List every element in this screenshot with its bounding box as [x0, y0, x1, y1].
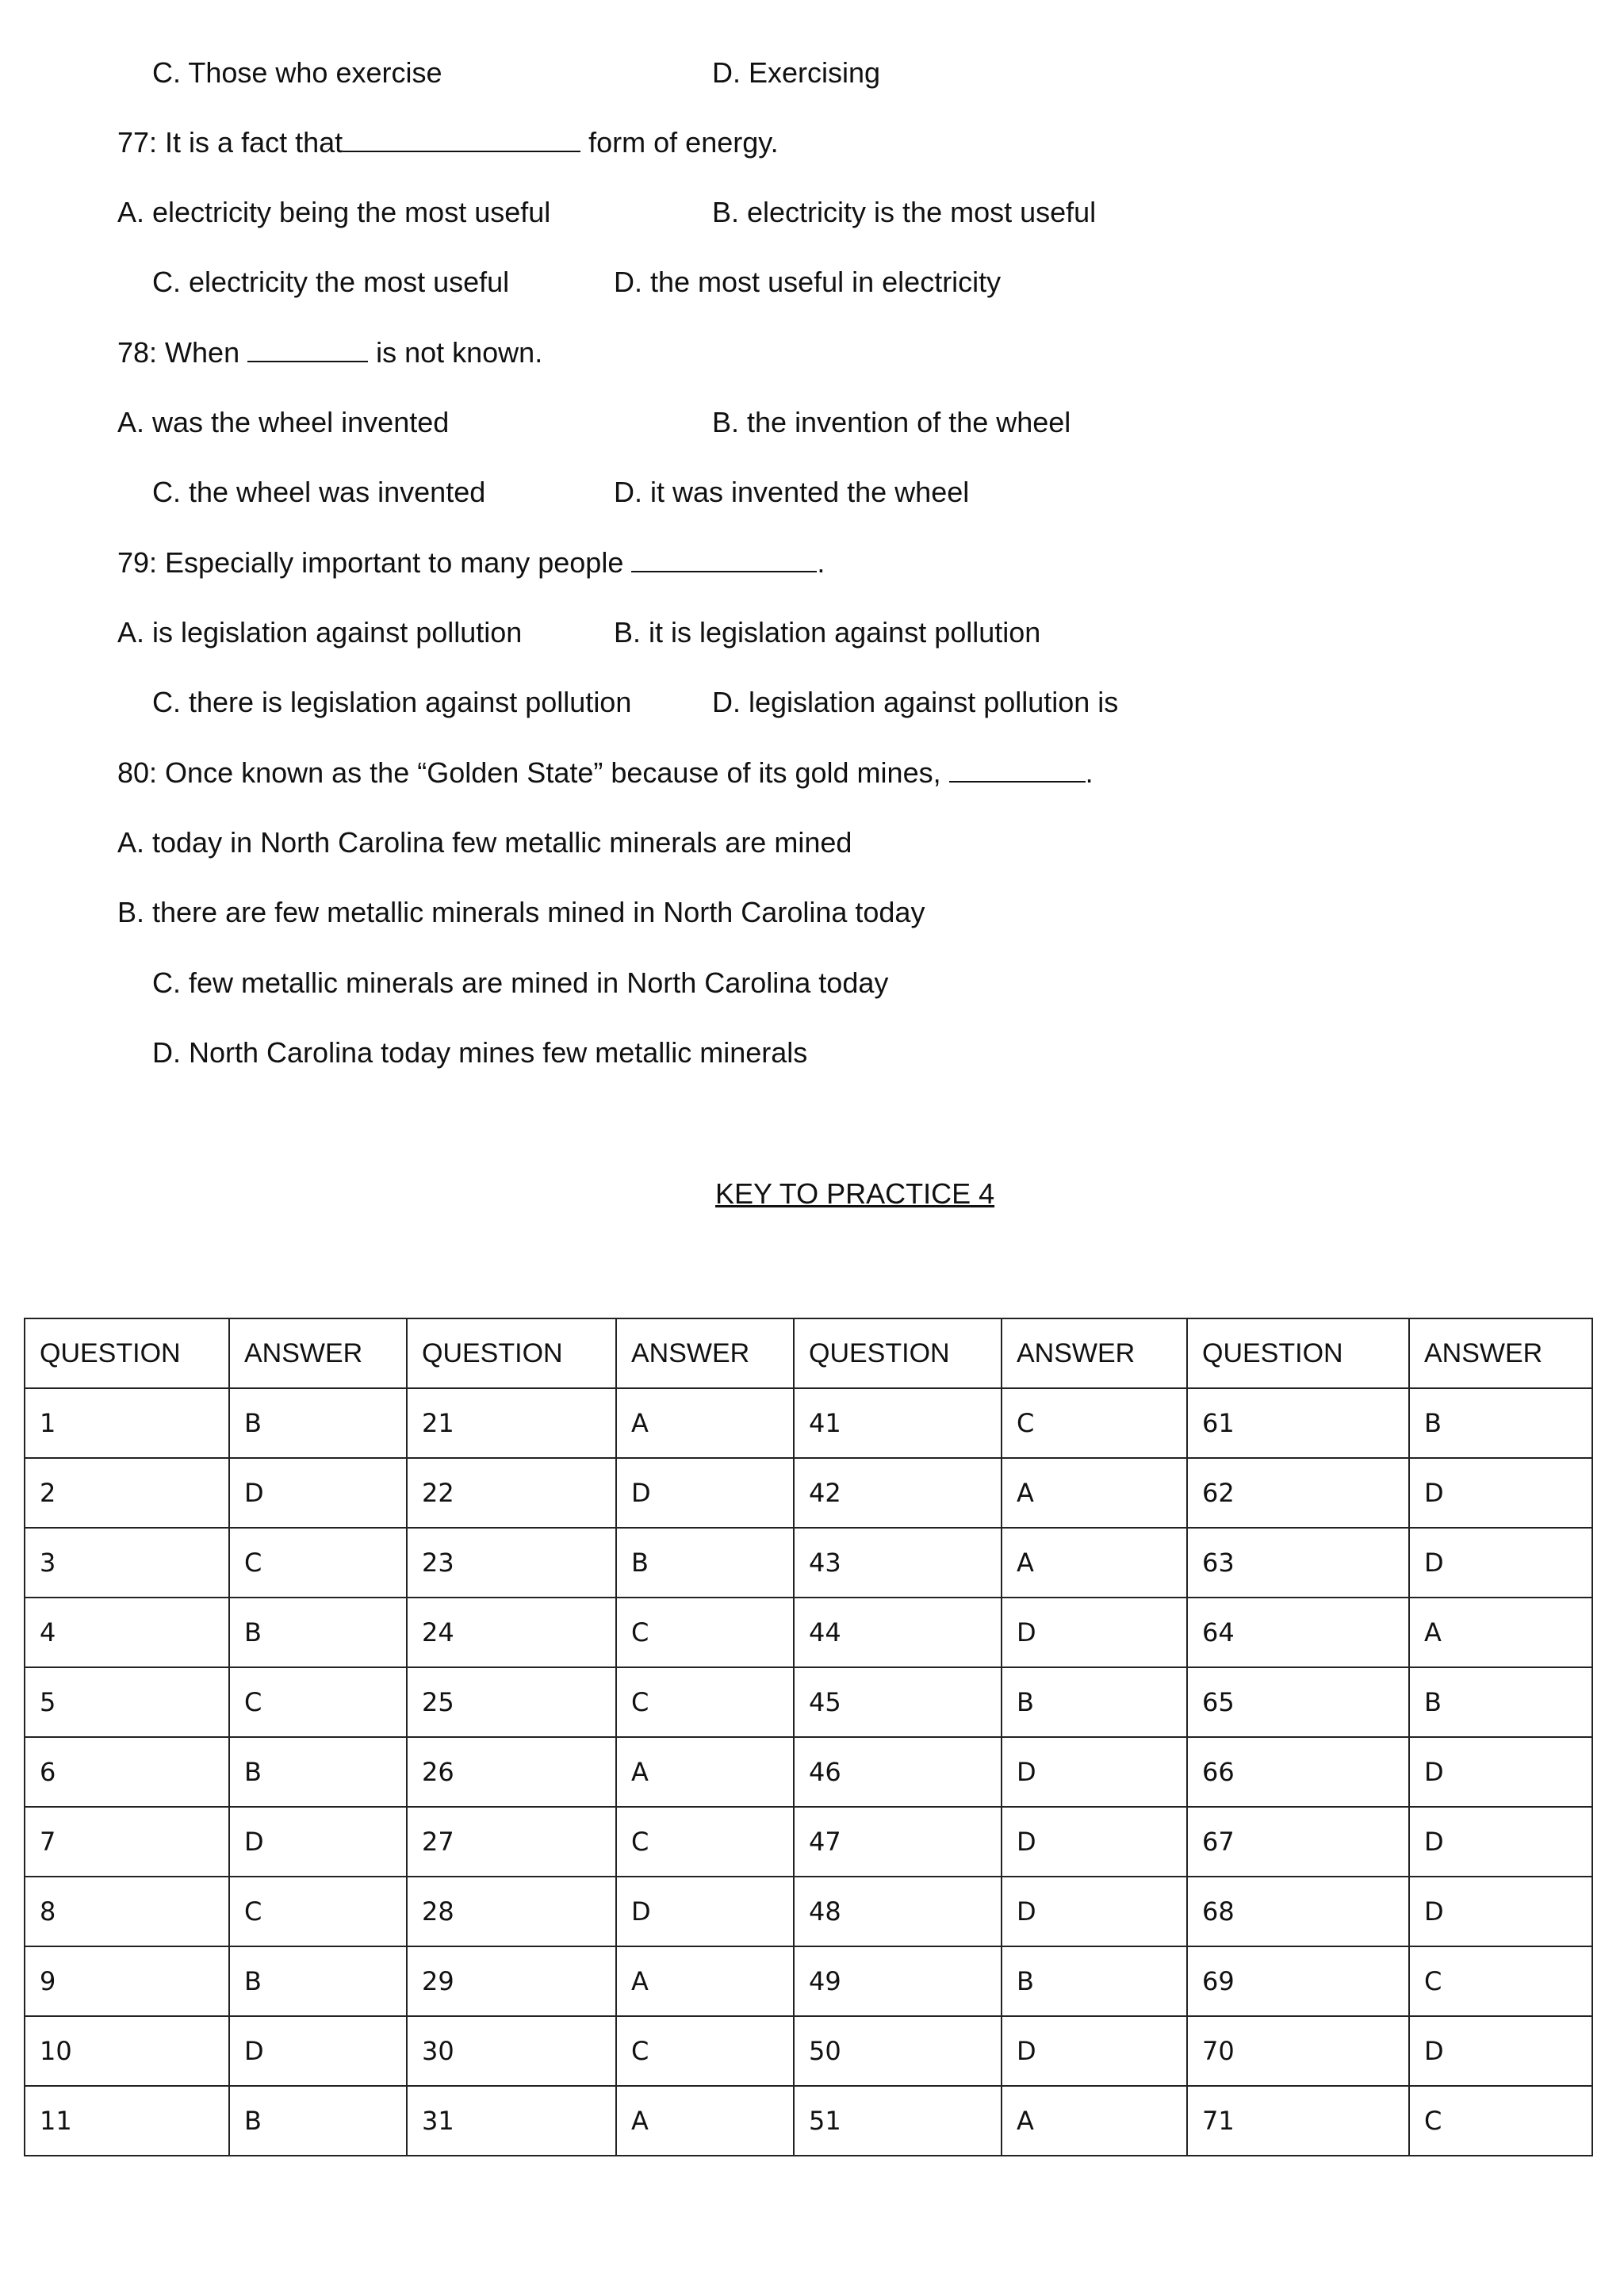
- question-number-cell: 22: [407, 1458, 616, 1528]
- answer-letter-cell: C: [616, 1667, 794, 1737]
- answer-letter-cell: D: [616, 1458, 794, 1528]
- table-row: [25, 1807, 1592, 1877]
- question-number-cell: 1: [25, 1388, 229, 1458]
- table-row: [25, 1388, 1592, 1458]
- q78-blank: [247, 337, 368, 362]
- q79-option-d: D. legislation against pollution is: [712, 686, 1119, 718]
- question-number-cell: 28: [407, 1877, 616, 1946]
- q78-option-c: C. the wheel was invented: [152, 476, 486, 508]
- answer-key-body: [25, 1388, 1592, 2156]
- answer-letter-cell: D: [1409, 1877, 1592, 1946]
- answer-letter-cell: D: [1002, 1737, 1187, 1807]
- question-number-cell: 27: [407, 1807, 616, 1877]
- answer-key-table: [24, 1318, 1593, 2156]
- question-number-cell: 66: [1187, 1737, 1409, 1807]
- answer-letter-cell: A: [616, 1946, 794, 2016]
- question-number-cell: 11: [25, 2086, 229, 2156]
- q80-stem-suffix: .: [1085, 756, 1094, 789]
- table-row: [25, 1458, 1592, 1528]
- q78-stem-prefix: 78: When: [117, 336, 248, 369]
- q78-option-d: D. it was invented the wheel: [614, 476, 970, 508]
- column-header-answer: ANSWER: [229, 1318, 407, 1388]
- answer-letter-cell: A: [616, 1737, 794, 1807]
- table-row: [25, 2016, 1592, 2086]
- column-header-answer: ANSWER: [1002, 1318, 1187, 1388]
- question-number-cell: 5: [25, 1667, 229, 1737]
- answer-letter-cell: C: [229, 1877, 407, 1946]
- answer-letter-cell: C: [1409, 2086, 1592, 2156]
- answer-key-title: KEY TO PRACTICE 4: [715, 1177, 995, 1210]
- answer-letter-cell: A: [616, 1388, 794, 1458]
- answer-letter-cell: C: [616, 2016, 794, 2086]
- answer-letter-cell: D: [1002, 1598, 1187, 1667]
- answer-letter-cell: D: [1409, 1528, 1592, 1598]
- q80-option-d: D. North Carolina today mines few metallic minerals: [152, 1036, 808, 1069]
- question-number-cell: 8: [25, 1877, 229, 1946]
- answer-letter-cell: C: [1002, 1388, 1187, 1458]
- q78-stem-suffix: is not known.: [368, 336, 543, 369]
- answer-letter-cell: B: [1002, 1667, 1187, 1737]
- question-number-cell: 46: [794, 1737, 1002, 1807]
- q78-option-a: A. was the wheel invented: [117, 406, 450, 438]
- q77-stem-prefix: 77: It is a fact that: [117, 126, 343, 159]
- answer-letter-cell: B: [616, 1528, 794, 1598]
- answer-letter-cell: D: [1002, 1807, 1187, 1877]
- table-row: [25, 1877, 1592, 1946]
- q77-option-c: C. electricity the most useful: [152, 266, 510, 298]
- question-number-cell: 25: [407, 1667, 616, 1737]
- answer-letter-cell: D: [1409, 1458, 1592, 1528]
- table-row: [25, 1737, 1592, 1807]
- q79-blank: [631, 547, 817, 572]
- question-number-cell: 48: [794, 1877, 1002, 1946]
- answer-letter-cell: B: [229, 1598, 407, 1667]
- question-number-cell: 3: [25, 1528, 229, 1598]
- answer-letter-cell: D: [229, 1807, 407, 1877]
- question-number-cell: 10: [25, 2016, 229, 2086]
- question-number-cell: 47: [794, 1807, 1002, 1877]
- q80-option-a: A. today in North Carolina few metallic minerals are mined: [117, 826, 852, 859]
- answer-letter-cell: D: [616, 1877, 794, 1946]
- question-number-cell: 50: [794, 2016, 1002, 2086]
- column-header-answer: ANSWER: [1409, 1318, 1592, 1388]
- answer-letter-cell: D: [1409, 1737, 1592, 1807]
- question-number-cell: 29: [407, 1946, 616, 2016]
- answer-letter-cell: B: [229, 2086, 407, 2156]
- q76-option-d: D. Exercising: [712, 56, 881, 89]
- q80-stem-prefix: 80: Once known as the “Golden State” because of its gold mines,: [117, 756, 949, 789]
- q79-option-a: A. is legislation against pollution: [117, 616, 523, 649]
- q78-option-b: B. the invention of the wheel: [712, 406, 1071, 438]
- question-number-cell: 51: [794, 2086, 1002, 2156]
- q79-option-b: B. it is legislation against pollution: [614, 616, 1041, 649]
- question-number-cell: 61: [1187, 1388, 1409, 1458]
- answer-letter-cell: A: [616, 2086, 794, 2156]
- q77-stem-suffix: form of energy.: [580, 126, 779, 159]
- table-row: [25, 1667, 1592, 1737]
- q80-blank: [949, 757, 1086, 783]
- question-number-cell: 26: [407, 1737, 616, 1807]
- question-number-cell: 23: [407, 1528, 616, 1598]
- answer-letter-cell: D: [229, 1458, 407, 1528]
- answer-letter-cell: B: [1002, 1946, 1187, 2016]
- q79-option-c: C. there is legislation against pollution: [152, 686, 632, 718]
- column-header-question: QUESTION: [794, 1318, 1002, 1388]
- answer-letter-cell: C: [1409, 1946, 1592, 2016]
- answer-letter-cell: C: [229, 1528, 407, 1598]
- question-number-cell: 63: [1187, 1528, 1409, 1598]
- question-number-cell: 2: [25, 1458, 229, 1528]
- column-header-question: QUESTION: [407, 1318, 616, 1388]
- answer-key-header-row: [25, 1318, 1592, 1388]
- q77-blank: [343, 127, 580, 152]
- q79-stem-prefix: 79: Especially important to many people: [117, 546, 632, 579]
- question-number-cell: 49: [794, 1946, 1002, 2016]
- question-number-cell: 67: [1187, 1807, 1409, 1877]
- question-number-cell: 21: [407, 1388, 616, 1458]
- question-number-cell: 4: [25, 1598, 229, 1667]
- q78-stem: [117, 335, 542, 370]
- q80-stem: [117, 756, 1094, 790]
- answer-letter-cell: B: [1409, 1667, 1592, 1737]
- question-number-cell: 42: [794, 1458, 1002, 1528]
- q77-option-d: D. the most useful in electricity: [614, 266, 1002, 298]
- answer-letter-cell: C: [616, 1807, 794, 1877]
- question-number-cell: 41: [794, 1388, 1002, 1458]
- column-header-question: QUESTION: [1187, 1318, 1409, 1388]
- answer-letter-cell: D: [229, 2016, 407, 2086]
- question-number-cell: 71: [1187, 2086, 1409, 2156]
- q77-option-b: B. electricity is the most useful: [712, 196, 1097, 228]
- table-row: [25, 1598, 1592, 1667]
- answer-letter-cell: B: [229, 1388, 407, 1458]
- question-number-cell: 30: [407, 2016, 616, 2086]
- question-number-cell: 6: [25, 1737, 229, 1807]
- question-number-cell: 65: [1187, 1667, 1409, 1737]
- table-row: [25, 1946, 1592, 2016]
- column-header-question: QUESTION: [25, 1318, 229, 1388]
- answer-letter-cell: A: [1002, 2086, 1187, 2156]
- question-number-cell: 31: [407, 2086, 616, 2156]
- answer-letter-cell: D: [1409, 1807, 1592, 1877]
- answer-letter-cell: D: [1002, 2016, 1187, 2086]
- question-number-cell: 69: [1187, 1946, 1409, 2016]
- question-number-cell: 62: [1187, 1458, 1409, 1528]
- column-header-answer: ANSWER: [616, 1318, 794, 1388]
- question-number-cell: 43: [794, 1528, 1002, 1598]
- q79-stem-suffix: .: [817, 546, 825, 579]
- q76-option-c: C. Those who exercise: [152, 56, 442, 89]
- question-number-cell: 44: [794, 1598, 1002, 1667]
- table-row: [25, 2086, 1592, 2156]
- question-number-cell: 70: [1187, 2016, 1409, 2086]
- answer-letter-cell: B: [1409, 1388, 1592, 1458]
- answer-letter-cell: A: [1002, 1458, 1187, 1528]
- answer-letter-cell: C: [229, 1667, 407, 1737]
- q80-option-b: B. there are few metallic minerals mined in North Carolina today: [117, 896, 925, 928]
- answer-letter-cell: C: [616, 1598, 794, 1667]
- answer-letter-cell: B: [229, 1737, 407, 1807]
- q77-stem: [117, 125, 779, 160]
- answer-letter-cell: D: [1409, 2016, 1592, 2086]
- q79-stem: [117, 545, 825, 580]
- table-row: [25, 1528, 1592, 1598]
- question-number-cell: 7: [25, 1807, 229, 1877]
- answer-letter-cell: D: [1002, 1877, 1187, 1946]
- q80-option-c: C. few metallic minerals are mined in North Carolina today: [152, 966, 889, 999]
- question-number-cell: 24: [407, 1598, 616, 1667]
- question-number-cell: 64: [1187, 1598, 1409, 1667]
- answer-letter-cell: A: [1002, 1528, 1187, 1598]
- q77-option-a: A. electricity being the most useful: [117, 196, 551, 228]
- question-number-cell: 9: [25, 1946, 229, 2016]
- question-number-cell: 68: [1187, 1877, 1409, 1946]
- answer-letter-cell: A: [1409, 1598, 1592, 1667]
- answer-letter-cell: B: [229, 1946, 407, 2016]
- question-number-cell: 45: [794, 1667, 1002, 1737]
